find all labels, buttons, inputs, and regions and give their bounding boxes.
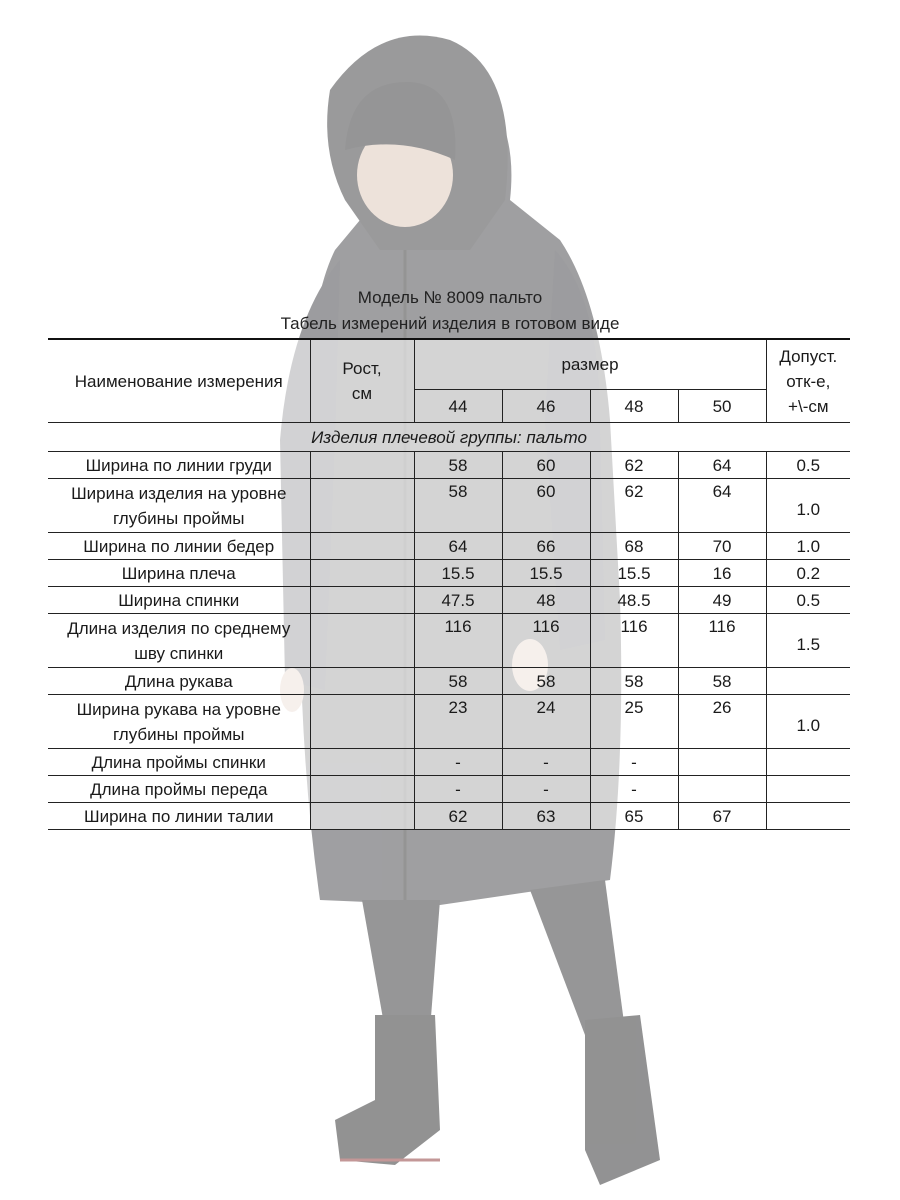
row-name-line2: глубины проймы (112, 724, 245, 744)
table-subtitle: Табель измерений изделия в готовом виде (280, 314, 620, 333)
cell-value: 24 (502, 695, 590, 749)
cell-value: 15.5 (414, 560, 502, 587)
cell-tolerance (766, 749, 850, 776)
cell-tolerance: 1.5 (766, 614, 850, 668)
cell-value (678, 776, 766, 803)
section-title: Изделия плечевой группы: пальто (48, 423, 850, 452)
cell-value: - (502, 776, 590, 803)
cell-value: 64 (678, 452, 766, 479)
row-name: Ширина по линии талии (48, 803, 310, 830)
cell-value: 116 (590, 614, 678, 668)
row-height (310, 614, 414, 668)
cell-tolerance: 0.2 (766, 560, 850, 587)
row-name-line1: Длина изделия по среднему (67, 618, 291, 638)
measurement-table (48, 338, 850, 830)
cell-value: 70 (678, 533, 766, 560)
cell-value: 58 (414, 668, 502, 695)
cell-value: 68 (590, 533, 678, 560)
row-name: Ширина по линии бедер (48, 533, 310, 560)
row-name: Ширина плеча (48, 560, 310, 587)
cell-value: 58 (414, 479, 502, 533)
row-name-line1: Ширина рукава на уровне (76, 699, 281, 719)
row-height (310, 695, 414, 749)
row-name: Ширина спинки (48, 587, 310, 614)
cell-tolerance: 0.5 (766, 587, 850, 614)
cell-value: - (502, 749, 590, 776)
cell-value: 64 (414, 533, 502, 560)
cell-value: - (414, 749, 502, 776)
cell-value: 63 (502, 803, 590, 830)
row-height (310, 560, 414, 587)
cell-value: 26 (678, 695, 766, 749)
cell-value: 48.5 (590, 587, 678, 614)
cell-value: 62 (590, 452, 678, 479)
header-size-group: размер (414, 339, 766, 390)
header-name: Наименование измерения (48, 339, 310, 423)
cell-value: 60 (502, 479, 590, 533)
cell-value: 49 (678, 587, 766, 614)
cell-tolerance (766, 668, 850, 695)
row-name: Длина проймы переда (48, 776, 310, 803)
cell-tolerance: 1.0 (766, 533, 850, 560)
row-name-line2: шву спинки (134, 643, 224, 663)
cell-value: 23 (414, 695, 502, 749)
cell-tolerance (766, 776, 850, 803)
cell-value: 62 (414, 803, 502, 830)
cell-value: - (590, 776, 678, 803)
header-tolerance-line2: отк-е, (786, 371, 831, 391)
cell-value: 58 (414, 452, 502, 479)
cell-value: 48 (502, 587, 590, 614)
row-name (48, 614, 310, 668)
cell-value: 15.5 (590, 560, 678, 587)
header-size-48: 48 (590, 390, 678, 423)
row-height (310, 749, 414, 776)
header-tolerance-line1: Допуст. (779, 346, 838, 366)
cell-value: 67 (678, 803, 766, 830)
cell-tolerance: 0.5 (766, 452, 850, 479)
cell-value: 65 (590, 803, 678, 830)
row-name: Ширина по линии груди (48, 452, 310, 479)
header-tolerance-line3: +\-см (788, 396, 829, 416)
cell-tolerance: 1.0 (766, 479, 850, 533)
row-name (48, 479, 310, 533)
cell-value (678, 749, 766, 776)
row-height (310, 533, 414, 560)
cell-value: - (414, 776, 502, 803)
cell-value: 58 (678, 668, 766, 695)
row-height (310, 776, 414, 803)
cell-tolerance (766, 803, 850, 830)
row-height (310, 803, 414, 830)
cell-value: 64 (678, 479, 766, 533)
cell-tolerance: 1.0 (766, 695, 850, 749)
model-title: Модель № 8009 пальто (357, 288, 543, 307)
header-height-line2: см (351, 384, 373, 403)
row-height (310, 587, 414, 614)
row-name: Длина проймы спинки (48, 749, 310, 776)
header-size-50: 50 (678, 390, 766, 423)
cell-value: - (590, 749, 678, 776)
row-height (310, 452, 414, 479)
header-tolerance (766, 339, 850, 423)
cell-value: 116 (678, 614, 766, 668)
cell-value: 47.5 (414, 587, 502, 614)
cell-value: 15.5 (502, 560, 590, 587)
row-name: Длина рукава (48, 668, 310, 695)
header-size-46: 46 (502, 390, 590, 423)
header-size-44: 44 (414, 390, 502, 423)
cell-value: 116 (414, 614, 502, 668)
header-height-line1: Рост, (342, 359, 382, 378)
row-name-line1: Ширина изделия на уровне (71, 483, 287, 503)
cell-value: 62 (590, 479, 678, 533)
cell-value: 116 (502, 614, 590, 668)
cell-value: 60 (502, 452, 590, 479)
header-height (310, 339, 414, 423)
row-height (310, 668, 414, 695)
cell-value: 58 (502, 668, 590, 695)
row-name-line2: глубины проймы (112, 508, 245, 528)
row-name (48, 695, 310, 749)
cell-value: 16 (678, 560, 766, 587)
cell-value: 25 (590, 695, 678, 749)
row-height (310, 479, 414, 533)
cell-value: 66 (502, 533, 590, 560)
cell-value: 58 (590, 668, 678, 695)
